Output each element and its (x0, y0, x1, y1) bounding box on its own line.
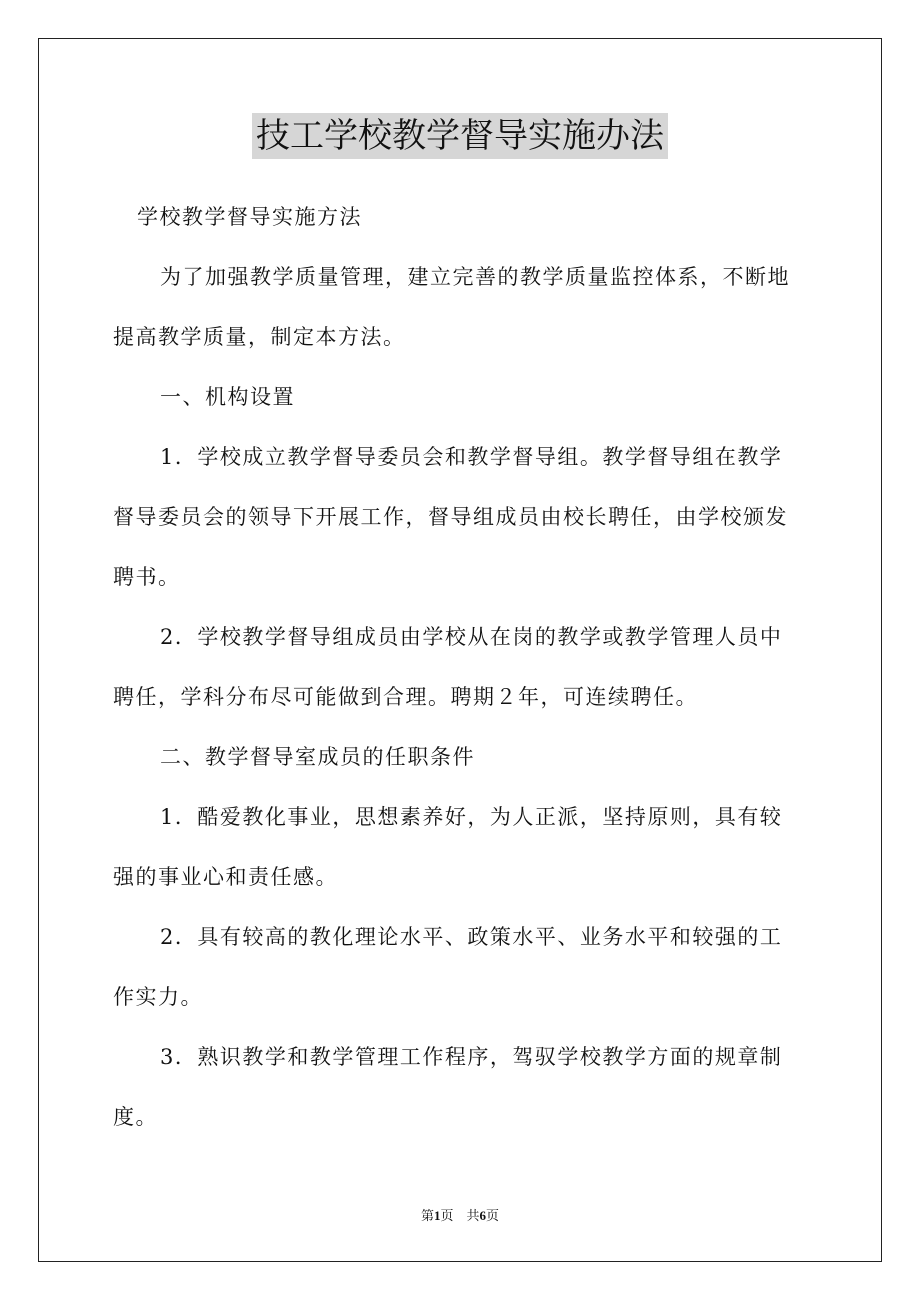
paragraph-line: 2．具有较高的教化理论水平、政策水平、业务水平和较强的工 (160, 925, 783, 949)
paragraph-line: 强的事业心和责任感。 (113, 865, 338, 889)
page-footer (0, 1207, 920, 1225)
document-title-text: 技工学校教学督导实施办法 (252, 113, 668, 159)
paragraph-line: 1．学校成立教学督导委员会和教学督导组。教学督导组在教学 (160, 445, 783, 469)
document-subtitle: 学校教学督导实施方法 (137, 205, 362, 229)
paragraph-line: 2．学校教学督导组成员由学校从在岗的教学或教学管理人员中 (160, 625, 783, 649)
footer-total-pages: 6 (479, 1208, 486, 1223)
section-heading: 一、机构设置 (160, 385, 295, 409)
paragraph-line: 聘书。 (113, 565, 181, 589)
section-heading: 二、教学督导室成员的任职条件 (160, 745, 475, 769)
footer-page-suffix: 页 (486, 1208, 500, 1223)
paragraph-line: 聘任，学科分布尽可能做到合理。聘期２年，可连续聘任。 (113, 685, 698, 709)
paragraph-line: 提高教学质量，制定本方法。 (113, 325, 406, 349)
footer-page-prefix: 第 (420, 1208, 434, 1223)
paragraph-line: 1．酷爱教化事业，思想素养好，为人正派，坚持原则，具有较 (160, 805, 783, 829)
paragraph-line: 为了加强教学质量管理，建立完善的教学质量监控体系，不断地 (160, 265, 790, 289)
paragraph-line: 3．熟识教学和教学管理工作程序，驾驭学校教学方面的规章制 (160, 1045, 783, 1069)
paragraph-line: 作实力。 (113, 985, 203, 1009)
document-title (0, 113, 920, 159)
paragraph-line: 督导委员会的领导下开展工作，督导组成员由校长聘任，由学校颁发 (113, 505, 788, 529)
footer-current-page: 1 (433, 1208, 441, 1223)
footer-page-mid: 页 共 (440, 1208, 480, 1223)
paragraph-line: 度。 (113, 1105, 158, 1129)
